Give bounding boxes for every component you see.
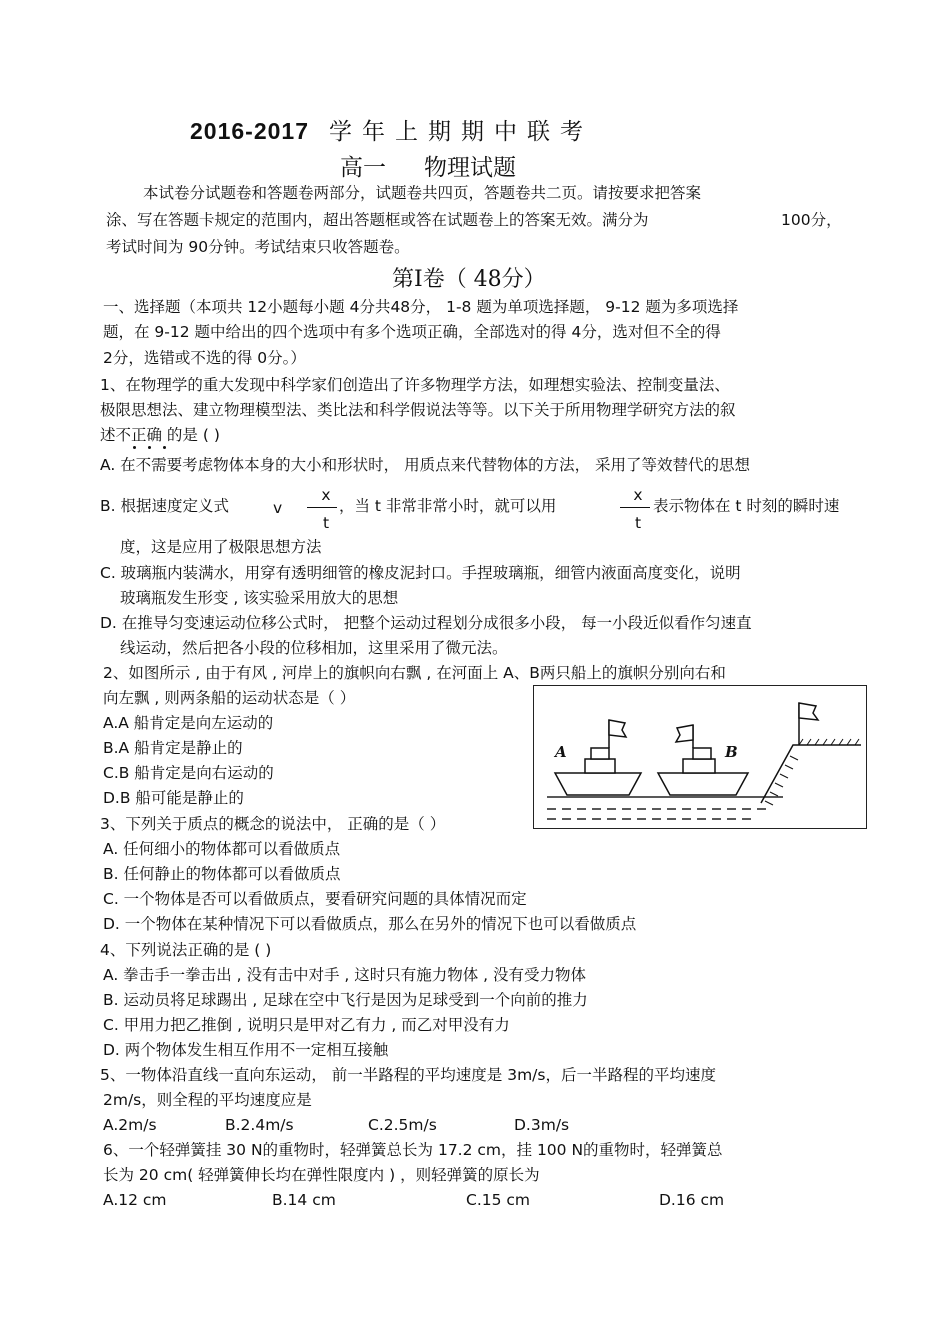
q1-stem-line-3: 述不正确 的是 ( ) — [100, 426, 220, 444]
q3-stem: 3、下列关于质点的概念的说法中， 正确的是（ ） — [100, 815, 446, 833]
q4-stem: 4、下列说法正确的是 ( ) — [100, 941, 272, 959]
q5-option-a: A.2m/s — [103, 1116, 157, 1134]
instructions-line-2: 题，在 9-12 题中给出的四个选项中有多个选项正确，全部选对的得 4分，选对但不全的得 — [103, 323, 721, 341]
q6-option-a: A.12 cm — [103, 1191, 167, 1209]
subtitle-grade: 高一 — [340, 155, 386, 181]
boat-b-cabin-top — [693, 748, 711, 759]
boat-b-cabin — [683, 759, 715, 773]
q1-option-b-line-2: 度，这是应用了极限思想方法 — [120, 538, 322, 556]
q5-option-b: B.2.4m/s — [225, 1116, 294, 1134]
intro-line-3: 考试时间为 90分钟。考试结束只收答题卷。 — [106, 238, 410, 256]
q1-b-frac1-num: x — [321, 486, 331, 504]
q5-stem-line-1: 5、一物体沿直线一直向东运动， 前一半路程的平均速度是 3m/s，后一半路程的平均速度 — [100, 1066, 716, 1084]
q1-option-a: A. 在不需要考虑物体本身的大小和形状时， 用质点来代替物体的方法， 采用了等效替代的思想 — [100, 456, 751, 474]
q2-stem-line-2: 向左飘 , 则两条船的运动状态是（ ） — [103, 689, 356, 707]
q1-option-c-line-2: 玻璃瓶发生形变 , 该实验采用放大的思想 — [120, 589, 399, 607]
exam-title-year: 2016-2017 — [190, 118, 309, 144]
q1-option-d-line-2: 线运动，然后把各小段的位移相加，这里采用了微元法。 — [120, 639, 508, 657]
q2-option-a: A.A 船肯定是向左运动的 — [103, 714, 274, 732]
q2-option-c: C.B 船肯定是向右运动的 — [103, 764, 274, 782]
q2-stem-line-1: 2、如图所示 , 由于有风 , 河岸上的旗帜向右飘 , 在河面上 A、B两只船上的旗帜分别向右和 — [103, 664, 726, 682]
boat-a-label: A — [555, 743, 567, 761]
exam-title-rest: 学年上期期中联考 — [329, 119, 593, 145]
boats-river-figure — [533, 685, 867, 829]
q5-stem-line-2: 2m/s，则全程的平均速度应是 — [103, 1091, 312, 1109]
boat-a-hull — [555, 773, 641, 795]
q4-option-a: A. 拳击手一拳击出 , 没有击中对手 , 这时只有施力物体 , 没有受力物体 — [103, 966, 587, 984]
instructions-line-1: 一、选择题（本项共 12小题每小题 4分共48分， 1-8 题为单项选择题， 9-12 题为多项选择 — [103, 298, 739, 316]
exam-subtitle — [340, 149, 516, 182]
emphasis-dot — [163, 446, 166, 449]
boat-a-cabin-top — [591, 748, 609, 759]
q3-option-b: B. 任何静止的物体都可以看做质点 — [103, 865, 341, 883]
q4-option-d: D. 两个物体发生相互作用不一定相互接触 — [103, 1041, 389, 1059]
section-title: 第Ⅰ卷（ 48分） — [392, 267, 546, 292]
q1-b-frac2-num: x — [633, 486, 643, 504]
boat-b-label: B — [725, 743, 738, 761]
q1-option-b-lead: B. 根据速度定义式 — [100, 497, 229, 515]
subtitle-subject: 物理试题 — [424, 155, 516, 181]
q5-option-d: D.3m/s — [514, 1116, 570, 1134]
q3-option-d: D. 一个物体在某种情况下可以看做质点，那么在另外的情况下也可以看做质点 — [103, 915, 637, 933]
intro-line-2: 涂、写在答题卡规定的范围内，超出答题框或答在试题卷上的答案无效。满分为 — [106, 211, 649, 229]
boat-a-cabin — [585, 759, 615, 773]
boat-a-flag — [609, 720, 626, 737]
q6-option-b: B.14 cm — [272, 1191, 336, 1209]
q1-option-c-line-1: C. 玻璃瓶内装满水，用穿有透明细管的橡皮泥封口。手捏玻璃瓶，细管内液面高度变化，说明 — [100, 564, 741, 582]
q4-option-c: C. 甲用力把乙推倒 , 说明只是甲对乙有力 , 而乙对甲没有力 — [103, 1016, 510, 1034]
q6-option-c: C.15 cm — [466, 1191, 531, 1209]
q6-stem-line-2: 长为 20 cm( 轻弹簧伸长均在弹性限度内 ) ，则轻弹簧的原长为 — [103, 1166, 540, 1184]
q1-stem-line-2: 极限思想法、建立物理模型法、类比法和科学假说法等等。以下关于所用物理学研究方法的叙 — [100, 401, 736, 419]
q3-option-c: C. 一个物体是否可以看做质点，要看研究问题的具体情况而定 — [103, 890, 527, 908]
instructions-line-3: 2分，选错或不选的得 0分。） — [103, 349, 306, 367]
boat-b-hull — [658, 773, 748, 795]
fraction-bar — [307, 507, 337, 508]
q3-option-a: A. 任何细小的物体都可以看做质点 — [103, 840, 341, 858]
q2-option-d: D.B 船可能是静止的 — [103, 789, 244, 807]
fraction-bar — [620, 507, 650, 508]
q4-option-b: B. 运动员将足球踢出 , 足球在空中飞行是因为足球受到一个向前的推力 — [103, 991, 588, 1009]
q1-option-b-mid: ，当 t 非常非常小时，就可以用 — [339, 497, 557, 515]
q5-option-c: C.2.5m/s — [368, 1116, 437, 1134]
q6-stem-line-1: 6、一个轻弹簧挂 30 N的重物时，轻弹簧总长为 17.2 cm，挂 100 N的重物时，轻弹簧总 — [103, 1141, 723, 1159]
exam-title — [190, 113, 593, 146]
q1-option-b-tail: 表示物体在 t 时刻的瞬时速 — [653, 497, 840, 515]
q1-b-v: v — [273, 499, 283, 517]
q1-stem-line-1: 1、在物理学的重大发现中科学家们创造出了许多物理学方法，如理想实验法、控制变量法、 — [100, 376, 730, 394]
intro-line-2-score: 100分， — [781, 211, 842, 229]
boat-b-flag — [676, 725, 693, 742]
intro-line-1: 本试卷分试题卷和答题卷两部分，试题卷共四页，答题卷共二页。请按要求把答案 — [143, 184, 702, 202]
q1-b-frac1-den: t — [322, 514, 330, 532]
q6-option-d: D.16 cm — [659, 1191, 725, 1209]
q1-b-frac2-den: t — [634, 514, 642, 532]
emphasis-dot — [133, 446, 136, 449]
q2-option-b: B.A 船肯定是静止的 — [103, 739, 243, 757]
q1-option-d-line-1: D. 在推导匀变速运动位移公式时， 把整个运动过程划分成很多小段， 每一小段近似看作匀速直 — [100, 614, 752, 632]
emphasis-dot — [148, 446, 151, 449]
